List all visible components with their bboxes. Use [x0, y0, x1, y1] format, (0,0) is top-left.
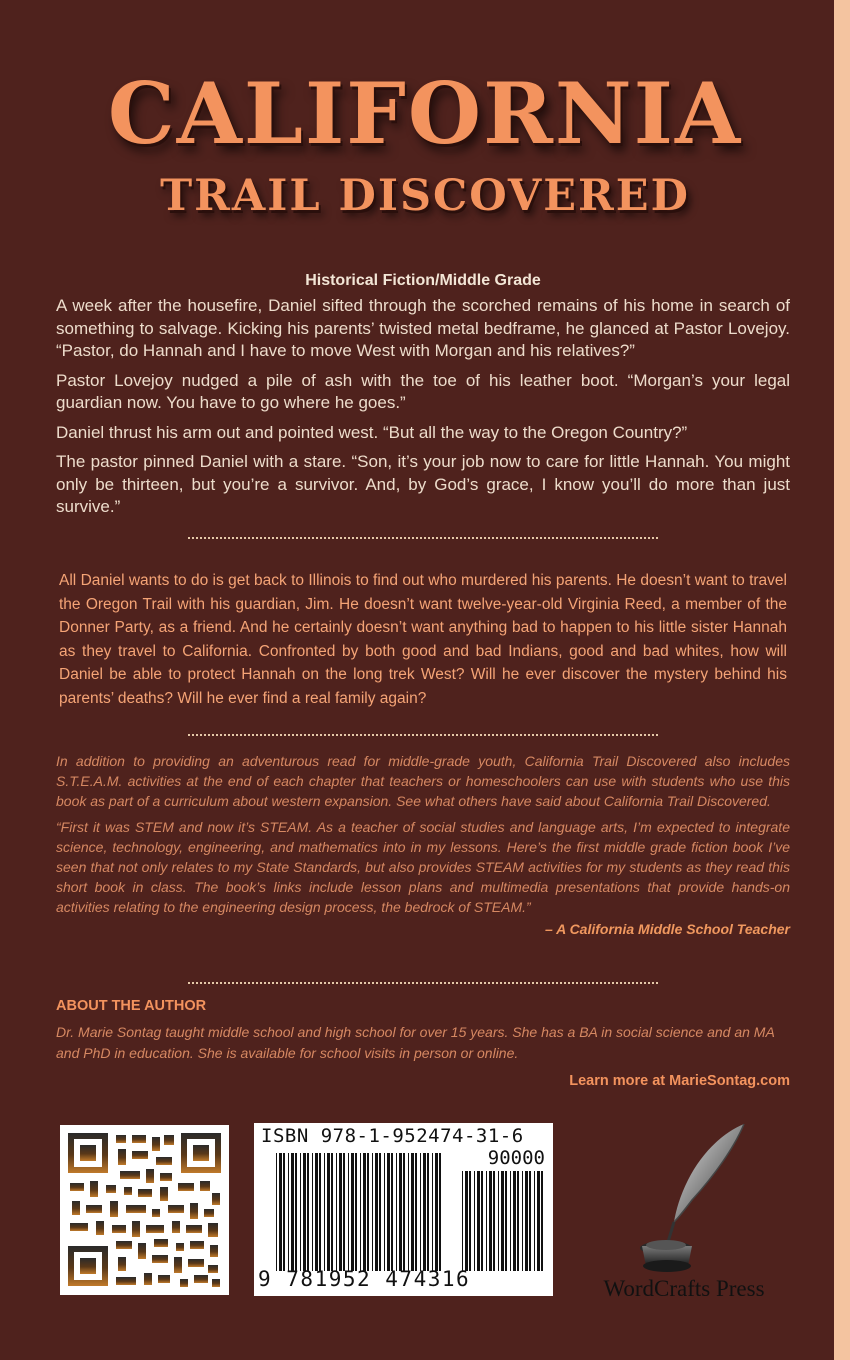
barcode-bar [534, 1171, 535, 1271]
blurb [59, 569, 787, 710]
barcode-bar [295, 1153, 297, 1271]
barcode-bar [510, 1171, 511, 1271]
publisher-logo [584, 1118, 784, 1328]
dotted-divider [188, 537, 658, 539]
barcode-bar [415, 1153, 417, 1271]
barcode-bar [348, 1153, 349, 1271]
excerpt-paragraph: Daniel thrust his arm out and pointed west. “But all the way to the Oregon Country?” [56, 422, 688, 442]
about-text: Dr. Marie Sontag taught middle school and high school for over 15 years. She has a BA in social science and an MA and PhD in education. She is available for school visits in person or online. [56, 1024, 775, 1061]
dotted-divider [188, 982, 658, 984]
genre-label: Historical Fiction/Middle Grade [305, 272, 541, 289]
barcode-bar [324, 1153, 325, 1271]
barcode-bar [279, 1153, 282, 1271]
barcode-bar [465, 1171, 468, 1271]
barcode-bar [351, 1153, 354, 1271]
barcode-bar [489, 1171, 492, 1271]
barcode-bar [336, 1153, 337, 1271]
barcode-bar [513, 1171, 516, 1271]
barcode-bar [469, 1171, 471, 1271]
barcode-bar [303, 1153, 306, 1271]
barcode-bar [384, 1153, 385, 1271]
about-heading: ABOUT THE AUTHOR [56, 998, 207, 1014]
excerpt [56, 295, 790, 526]
barcode-bar [420, 1153, 421, 1271]
barcode-bar [501, 1171, 504, 1271]
barcode-bar [288, 1153, 289, 1271]
barcode-bar [367, 1153, 369, 1271]
barcode-bar [360, 1153, 361, 1271]
barcode-bar [363, 1153, 366, 1271]
barcode-bar [517, 1171, 519, 1271]
barcode-bar [307, 1153, 309, 1271]
barcode-bar [339, 1153, 342, 1271]
barcode-bar [541, 1171, 543, 1271]
barcode-bar [391, 1153, 393, 1271]
barcode-bar [315, 1153, 318, 1271]
barcode-bar [375, 1153, 378, 1271]
barcode-bar [529, 1171, 531, 1271]
barcode-bar [355, 1153, 357, 1271]
barcode-bar [387, 1153, 390, 1271]
barcode-bar [537, 1171, 540, 1271]
excerpt-paragraph: Pastor Lovejoy nudged a pile of ash with the toe of his leather boot. “Morgan’s your legal guardian now. You have to go where he goes.” [56, 370, 790, 412]
barcode-bar [291, 1153, 294, 1271]
barcode-bar [343, 1153, 345, 1271]
quill-inkwell-icon [584, 1118, 784, 1278]
barcode-bar [474, 1171, 475, 1271]
promo-intro: In addition to providing an adventurous read for middle-grade youth, California Trail Discovered also includes S.T.E.A.M. activities at the end of each chapter that teachers or homeschoolers can use with students who use this book as part of a curriculum about western expansion. See what others have said about California Trail Discovered. [56, 753, 790, 809]
barcode-bar [493, 1171, 495, 1271]
dotted-divider [188, 734, 658, 736]
qr-code-graphic [60, 1125, 229, 1295]
barcode-bar [505, 1171, 507, 1271]
barcode-bar [432, 1153, 433, 1271]
barcode-bar [525, 1171, 528, 1271]
barcode-bar [435, 1153, 438, 1271]
barcode-bar [283, 1153, 285, 1271]
barcode-bar [408, 1153, 409, 1271]
barcode-bar [312, 1153, 313, 1271]
publisher-name: WordCrafts Press [603, 1276, 765, 1301]
barcode-bar [331, 1153, 333, 1271]
barcode-bar [276, 1153, 277, 1271]
author-website-link[interactable]: Learn more at MarieSontag.com [569, 1073, 790, 1089]
excerpt-paragraph: The pastor pinned Daniel with a stare. “Son, it’s your job now to care for little Hannah. You might only be thirteen, but you’re a survivor. And, by God’s grace, I know you’ll do more than just survive.” [56, 452, 790, 516]
qr-code-icon[interactable] [60, 1125, 229, 1295]
isbn-number: ISBN 978-1-952474-31-6 [261, 1125, 524, 1147]
book-subtitle: TRAIL DISCOVERED [160, 171, 690, 221]
barcode-bar [327, 1153, 330, 1271]
isbn-barcode [254, 1123, 553, 1296]
barcode-bar [481, 1171, 483, 1271]
barcode-bar [439, 1153, 441, 1271]
barcode-bar [462, 1171, 463, 1271]
barcode-bar [427, 1153, 429, 1271]
quote-attribution: – A California Middle School Teacher [544, 921, 790, 937]
barcode-bar [403, 1153, 405, 1271]
barcode-bar [399, 1153, 402, 1271]
barcode-bar [396, 1153, 397, 1271]
barcode-bar [486, 1171, 487, 1271]
barcode-bar [423, 1153, 426, 1271]
barcode-bar [411, 1153, 414, 1271]
excerpt-paragraph: A week after the housefire, Daniel sifted through the scorched remains of his home in search of something to salvage. Kicking his parents’ twisted metal bedframe, he glanced at Pastor Lovejoy. “Pastor, do Hannah and I have to move West with Morgan and his relatives?” [56, 296, 790, 360]
barcode-bar [300, 1153, 301, 1271]
barcode-bar [477, 1171, 480, 1271]
blurb-text: All Daniel wants to do is get back to Illinois to find out who murdered his parents. He doesn’t want to travel the Oregon Trail with his guardian, Jim. He doesn’t want twelve-year-old Virginia Reed, a member of the Donner Party, as a friend. And he certainly doesn’t want anything bad to happen to his little sister Hannah as they travel to California. Confronted by both good and bad Indians, good and bad whites, how will Daniel be able to protect Hannah on the long trek West? Will he ever discover the mystery behind his parents’ deaths? Will he ever find a real family again? [59, 572, 787, 707]
barcode-bar [498, 1171, 499, 1271]
teacher-quote: “First it was STEM and now it’s STEAM. As a teacher of social studies and language arts, I’m expected to integrate science, technology, engineering, and mathematics into in my lessons. Here’s the first middle grade fiction book I’ve seen that not only relates to my State Standards, but also provides STEAM activities for my students as they read this short book in class. The book’s links include lesson plans and multimedia presentations that provide hands-on activities relating to the engineering design process, the bedrock of STEAM.” [56, 819, 790, 915]
price-code: 90000 [487, 1147, 545, 1169]
promo-section [56, 751, 790, 945]
barcode-bar [372, 1153, 373, 1271]
barcode-bar [379, 1153, 381, 1271]
barcode-bar [319, 1153, 321, 1271]
ean-number: 9 781952 474316 [258, 1267, 471, 1291]
barcode-bar [522, 1171, 523, 1271]
book-title: CALIFORNIA [107, 64, 743, 163]
